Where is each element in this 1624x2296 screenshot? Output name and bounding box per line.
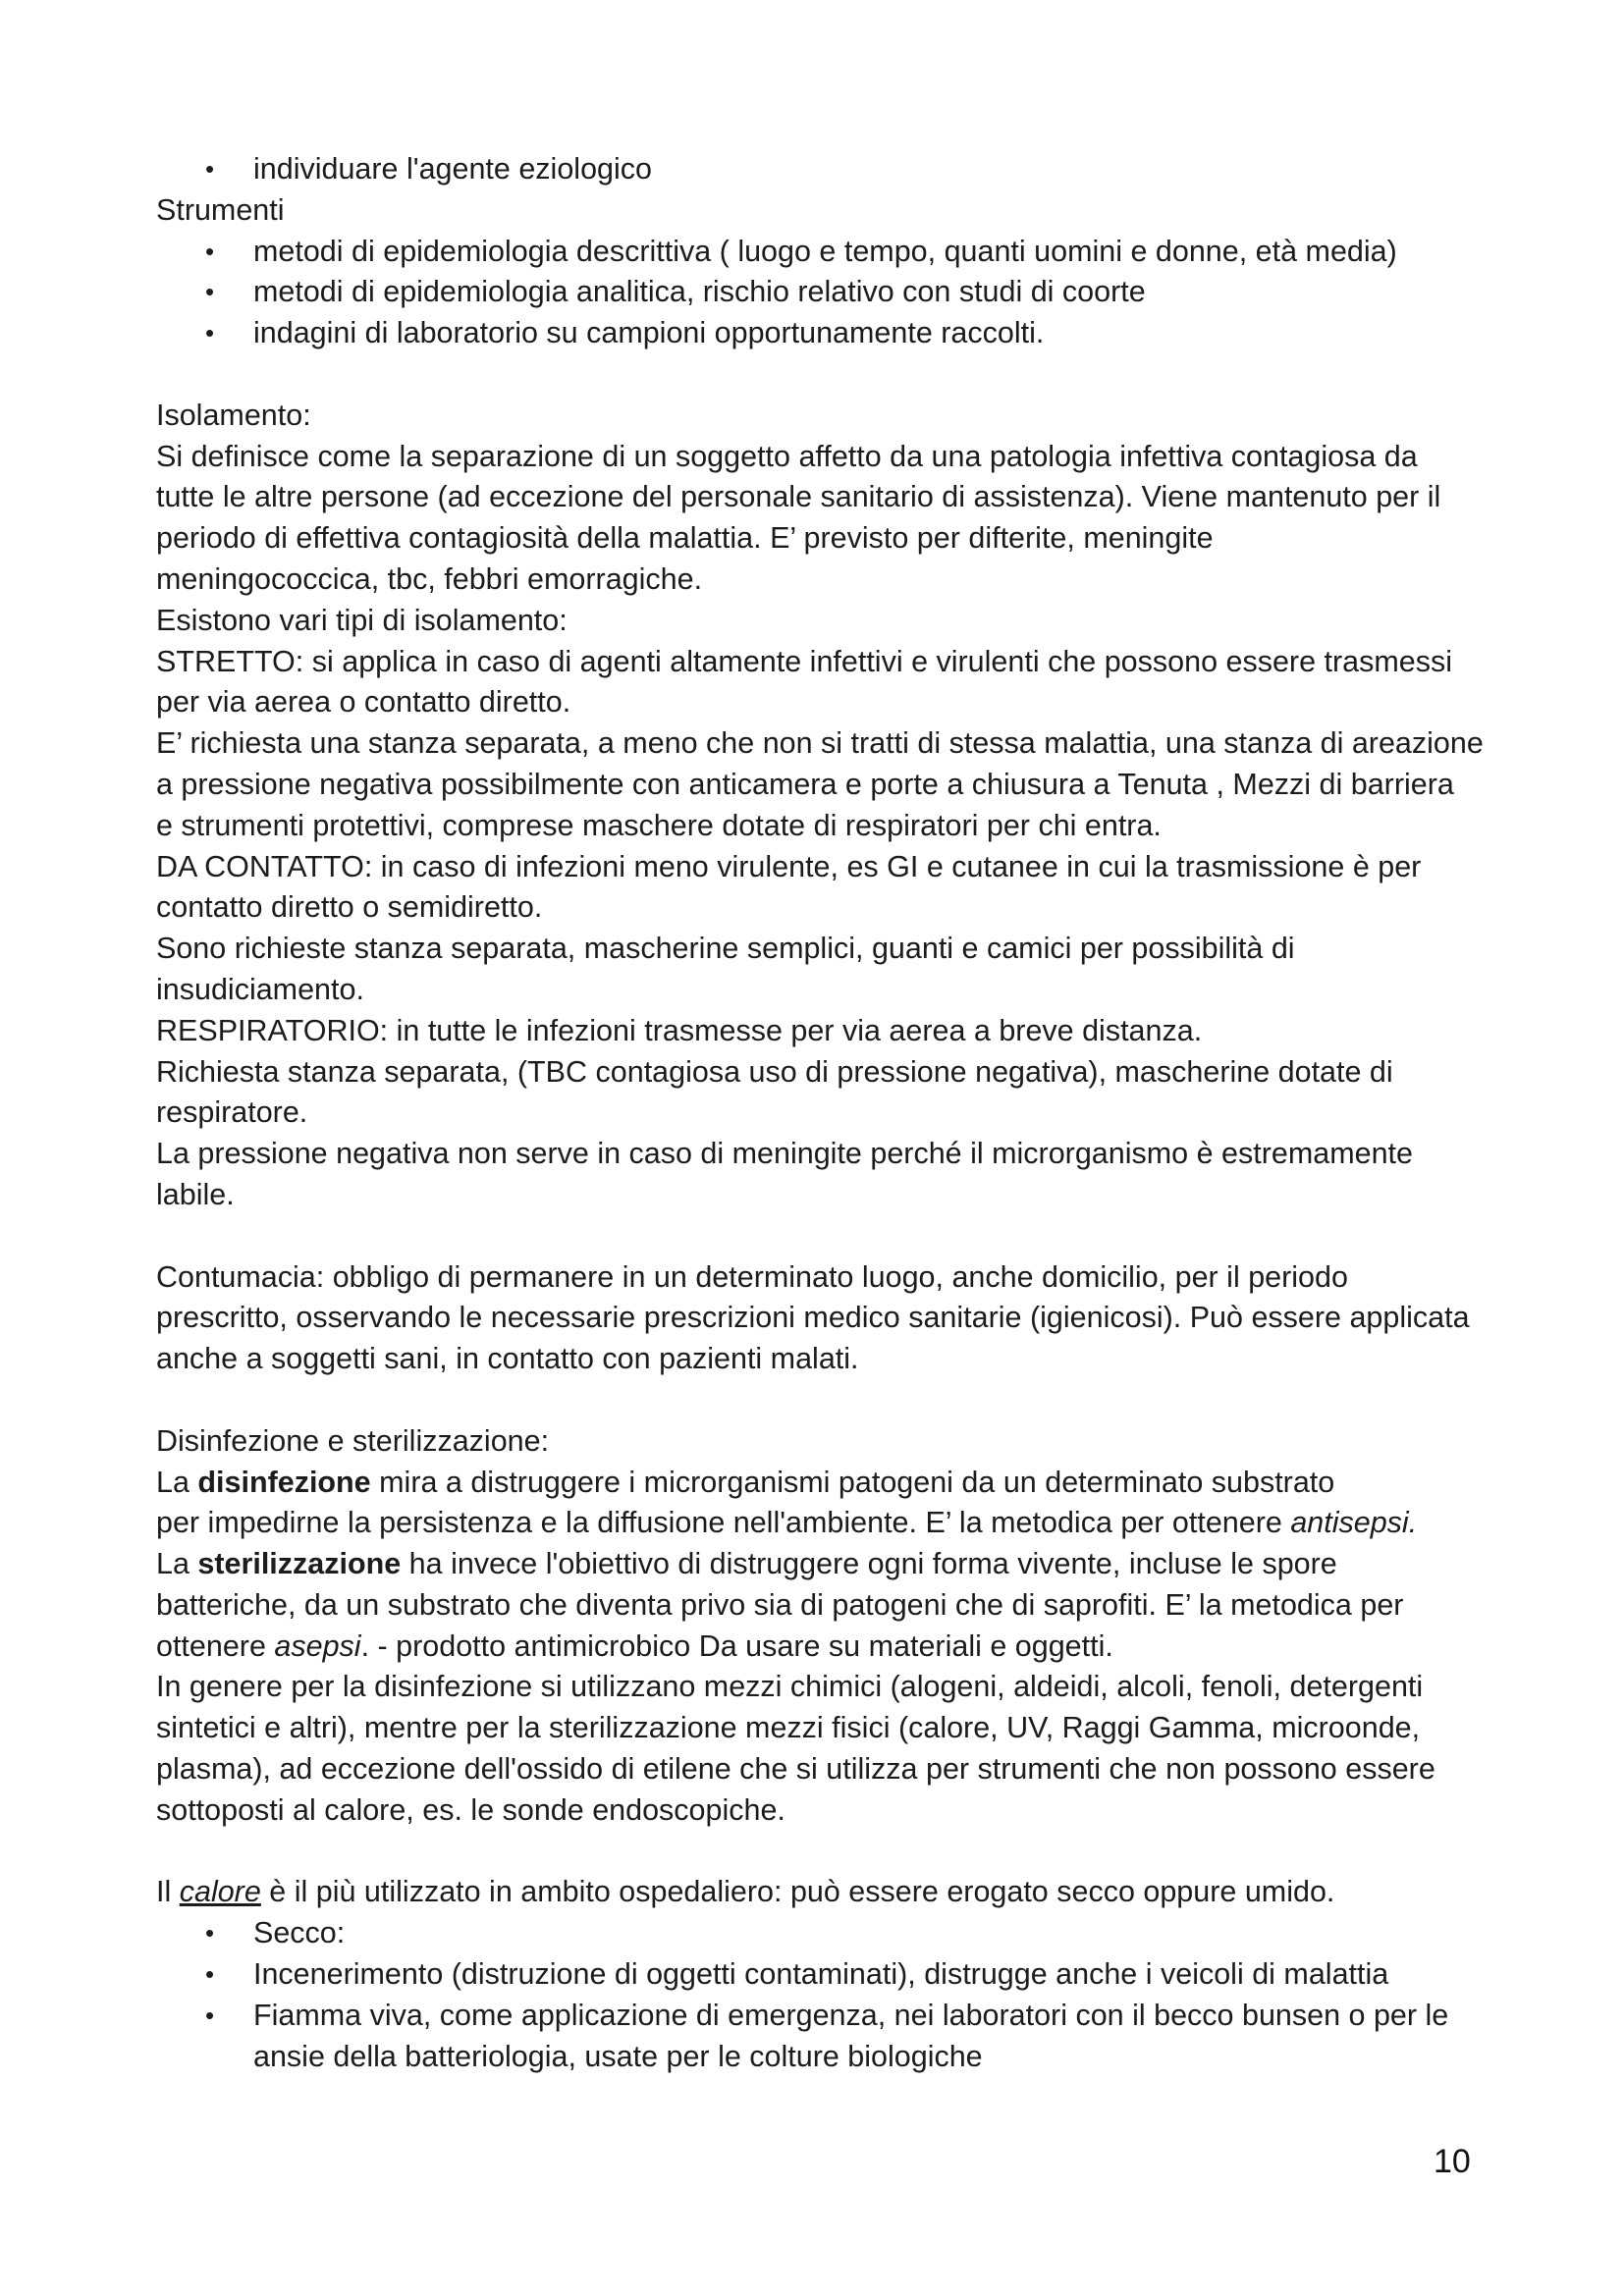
paragraph-line: Contumacia: obbligo di permanere in un determinato luogo, anche domicilio, per il periodo bbox=[156, 1259, 1348, 1294]
paragraph-line: DA CONTATTO: in caso di infezioni meno virulente, es GI e cutanee in cui la trasmissione è per bbox=[156, 849, 1422, 883]
paragraph-line: insudiciamento. bbox=[156, 972, 364, 1006]
bullet-icon: • bbox=[205, 277, 215, 307]
paragraph-line: tutte le altre persone (ad eccezione del personale sanitario di assistenza). Viene mantenuto per il bbox=[156, 480, 1441, 514]
paragraph-line: La pressione negativa non serve in caso di meningite perché il microrganismo è estremamente bbox=[156, 1137, 1413, 1171]
paragraph-line: sintetici e altri), mentre per la sterilizzazione mezzi fisici (calore, UV, Raggi Gamma, microonde, bbox=[156, 1711, 1421, 1745]
paragraph-line: contatto diretto o semidiretto. bbox=[156, 890, 543, 925]
list-item: • indagini di laboratorio su campioni opportunamente raccolti. bbox=[156, 313, 1482, 354]
isolamento-body bbox=[156, 437, 1482, 1216]
strumenti-list bbox=[156, 232, 1482, 354]
list-item: • individuare l'agente eziologico bbox=[156, 149, 1482, 190]
paragraph-line: La sterilizzazione ha invece l'obiettivo di distruggere ogni forma vivente, incluse le spore bbox=[156, 1547, 1337, 1581]
bullet-icon: • bbox=[205, 236, 215, 266]
asepsi-term: asepsi bbox=[274, 1629, 361, 1663]
paragraph-line: STRETTO: si applica in caso di agenti altamente infettivi e virulenti che possono essere trasmessi bbox=[156, 644, 1453, 678]
paragraph-line: sottoposti al calore, es. le sonde endoscopiche. bbox=[156, 1792, 785, 1827]
paragraph-line: plasma), ad eccezione dell'ossido di etilene che si utilizza per strumenti che non possono essere bbox=[156, 1752, 1435, 1787]
paragraph-line: meningococcica, tbc, febbri emorragiche. bbox=[156, 561, 703, 596]
paragraph-line: ottenere asepsi. - prodotto antimicrobico Da usare su materiali e oggetti. bbox=[156, 1629, 1113, 1663]
list-item: • metodi di epidemiologia analitica, rischio relativo con studi di coorte bbox=[156, 272, 1482, 313]
list-item: • metodi di epidemiologia descrittiva ( luogo e tempo, quanti uomini e donne, età media) bbox=[156, 232, 1482, 273]
document-page bbox=[156, 149, 1482, 2077]
disinfezione-term: disinfezione bbox=[197, 1465, 371, 1499]
paragraph-line: Esistono vari tipi di isolamento: bbox=[156, 603, 568, 637]
bullet-icon: • bbox=[205, 2000, 215, 2030]
paragraph-line: respiratore. bbox=[156, 1095, 308, 1130]
contumacia-paragraph bbox=[156, 1257, 1482, 1380]
list-item: • Incenerimento (distruzione di oggetti contaminati), distrugge anche i veicoli di malattia bbox=[156, 1954, 1482, 1996]
bullet-icon: • bbox=[205, 154, 215, 184]
paragraph-line: In genere per la disinfezione si utilizzano mezzi chimici (alogeni, aldeidi, alcoli, fenoli, detergenti bbox=[156, 1670, 1424, 1704]
calore-intro: Il calore è il più utilizzato in ambito ospedaliero: può essere erogato secco oppure umido. bbox=[156, 1875, 1335, 1909]
intro-bullet-list bbox=[156, 149, 1482, 190]
list-item: • Fiamma viva, come applicazione di emergenza, nei laboratori con il becco bunsen o per le ansie della batteriologia, usate per le colture biologiche bbox=[156, 1996, 1482, 2078]
bullet-icon: • bbox=[205, 1959, 215, 1990]
paragraph-line: batteriche, da un substrato che diventa privo sia di patogeni che di saprofiti. E’ la metodica per bbox=[156, 1587, 1404, 1622]
contumacia-term: Contumacia bbox=[156, 1259, 316, 1294]
strumenti-heading: Strumenti bbox=[156, 192, 285, 227]
paragraph-line: periodo di effettiva contagiosità della malattia. E’ previsto per difterite, meningite bbox=[156, 521, 1214, 556]
paragraph-line: Si definisce come la separazione di un soggetto affetto da una patologia infettiva contagiosa da bbox=[156, 439, 1418, 473]
paragraph-line: labile. bbox=[156, 1177, 235, 1211]
paragraph-line: Sono richieste stanza separata, mascherine semplici, guanti e camici per possibilità di bbox=[156, 932, 1295, 966]
paragraph-line: E’ richiesta una stanza separata, a meno che non si tratti di stessa malattia, una stanza di areazione bbox=[156, 726, 1484, 761]
paragraph-line: anche a soggetti sani, in contatto con pazienti malati. bbox=[156, 1342, 859, 1376]
paragraph-line: e strumenti protettivi, comprese maschere dotate di respiratori per chi entra. bbox=[156, 808, 1162, 842]
paragraph-line: per via aerea o contatto diretto. bbox=[156, 685, 571, 720]
calore-list bbox=[156, 1913, 1482, 2077]
page-number: 10 bbox=[1434, 2143, 1471, 2180]
disinfezione-body bbox=[156, 1463, 1482, 1832]
disinfezione-heading: Disinfezione e sterilizzazione: bbox=[156, 1423, 550, 1458]
isolamento-heading: Isolamento: bbox=[156, 398, 311, 432]
paragraph-line: a pressione negativa possibilmente con anticamera e porte a chiusura a Tenuta , Mezzi di barriera bbox=[156, 767, 1454, 801]
bullet-icon: • bbox=[205, 318, 215, 348]
paragraph-line: La disinfezione mira a distruggere i microrganismi patogeni da un determinato substrato bbox=[156, 1465, 1335, 1499]
antisepsi-term: antisepsi. bbox=[1290, 1506, 1418, 1540]
paragraph-line: Richiesta stanza separata, (TBC contagiosa uso di pressione negativa), mascherine dotate di bbox=[156, 1054, 1393, 1089]
paragraph-line: RESPIRATORIO: in tutte le infezioni trasmesse per via aerea a breve distanza. bbox=[156, 1013, 1203, 1047]
calore-term: calore bbox=[179, 1875, 261, 1909]
paragraph-line: prescritto, osservando le necessarie prescrizioni medico sanitarie (igienicosi). Può essere applicata bbox=[156, 1301, 1470, 1335]
list-item: • Secco: bbox=[156, 1913, 1482, 1954]
paragraph-line: per impedirne la persistenza e la diffusione nell'ambiente. E’ la metodica per ottenere antisepsi. bbox=[156, 1506, 1418, 1540]
bullet-icon: • bbox=[205, 1918, 215, 1949]
sterilizzazione-term: sterilizzazione bbox=[197, 1547, 402, 1581]
